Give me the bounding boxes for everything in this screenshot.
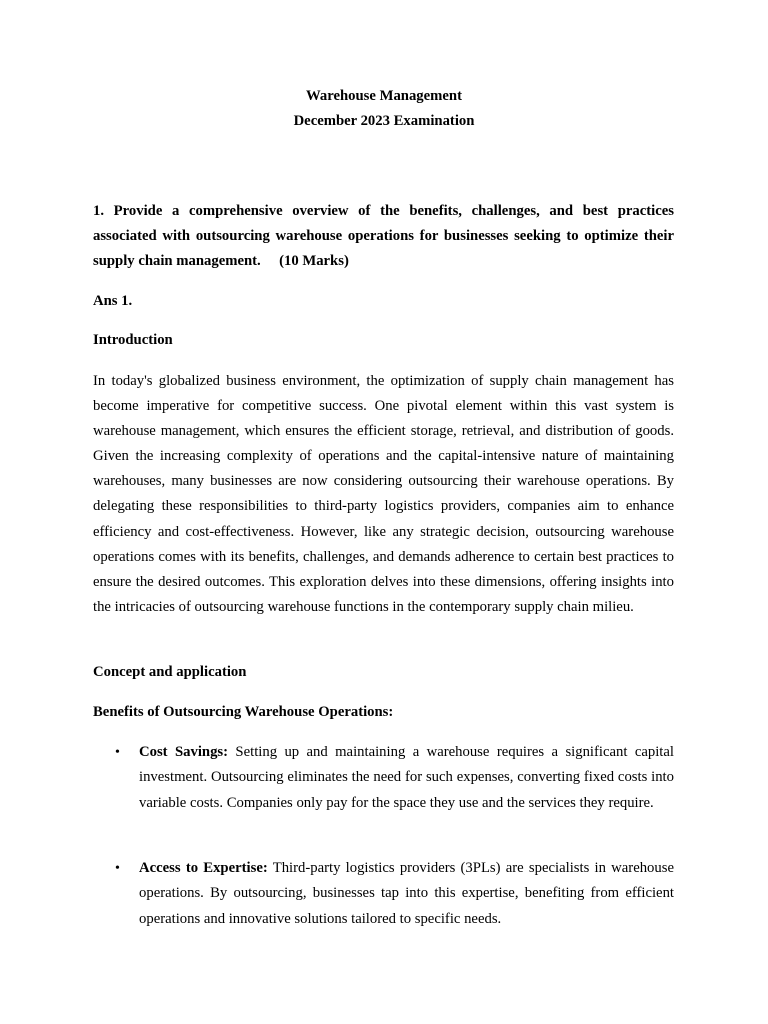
benefits-heading: Benefits of Outsourcing Warehouse Operations: [93,704,394,720]
bullet-item-access-to-expertise [139,856,674,932]
concept-heading: Concept and application [93,664,247,680]
introduction-heading: Introduction [93,332,173,348]
introduction-paragraph: In today's globalized business environment, the optimization of supply chain management has become imperative for competitive success. One pivotal element within this vast system is warehouse management, which ensures the efficient storage, retrieval, and distribution of goods. Given the increasing complexity of operations and the capital-intensive nature of maintaining warehouses, many businesses are now considering outsourcing their warehouse operations. By delegating these responsibilities to third-party logistics providers, companies aim to enhance efficiency and cost-effectiveness. However, like any strategic decision, outsourcing warehouse operations comes with its benefits, challenges, and demands adherence to certain best practices to ensure the desired outcomes. This exploration delves into these dimensions, offering insights into the intricacies of outsourcing warehouse functions in the contemporary supply chain milieu. [93,373,674,615]
bullet-item-cost-savings [139,740,674,816]
document-title: Warehouse Management [306,88,462,104]
bullet-icon: • [115,745,120,760]
answer-label: Ans 1. [93,293,133,309]
document-subtitle: December 2023 Examination [293,113,475,129]
bullet-term: Access to Expertise: [139,860,268,876]
question-marks: (10 Marks) [279,253,349,270]
bullet-icon: • [115,861,120,876]
question-text: 1. Provide a comprehensive overview of the benefits, challenges, and best practices associated with outsourcing warehouse operations for businesses seeking to optimize their supply chain management. [93,203,674,270]
bullet-text: Setting up and maintaining a warehouse requires a significant capital investment. Outsourcing eliminates the need for such expenses, converting fixed costs into variable costs. Companies only pay for the space they use and the services they require. [139,744,674,811]
question-paragraph [93,199,674,274]
bullet-term: Cost Savings: [139,744,229,760]
bullet-text: Third-party logistics providers (3PLs) are specialists in warehouse operations. By outsourcing, businesses tap into this expertise, benefiting from efficient operations and innovative solutions tailored to specific needs. [139,860,674,927]
